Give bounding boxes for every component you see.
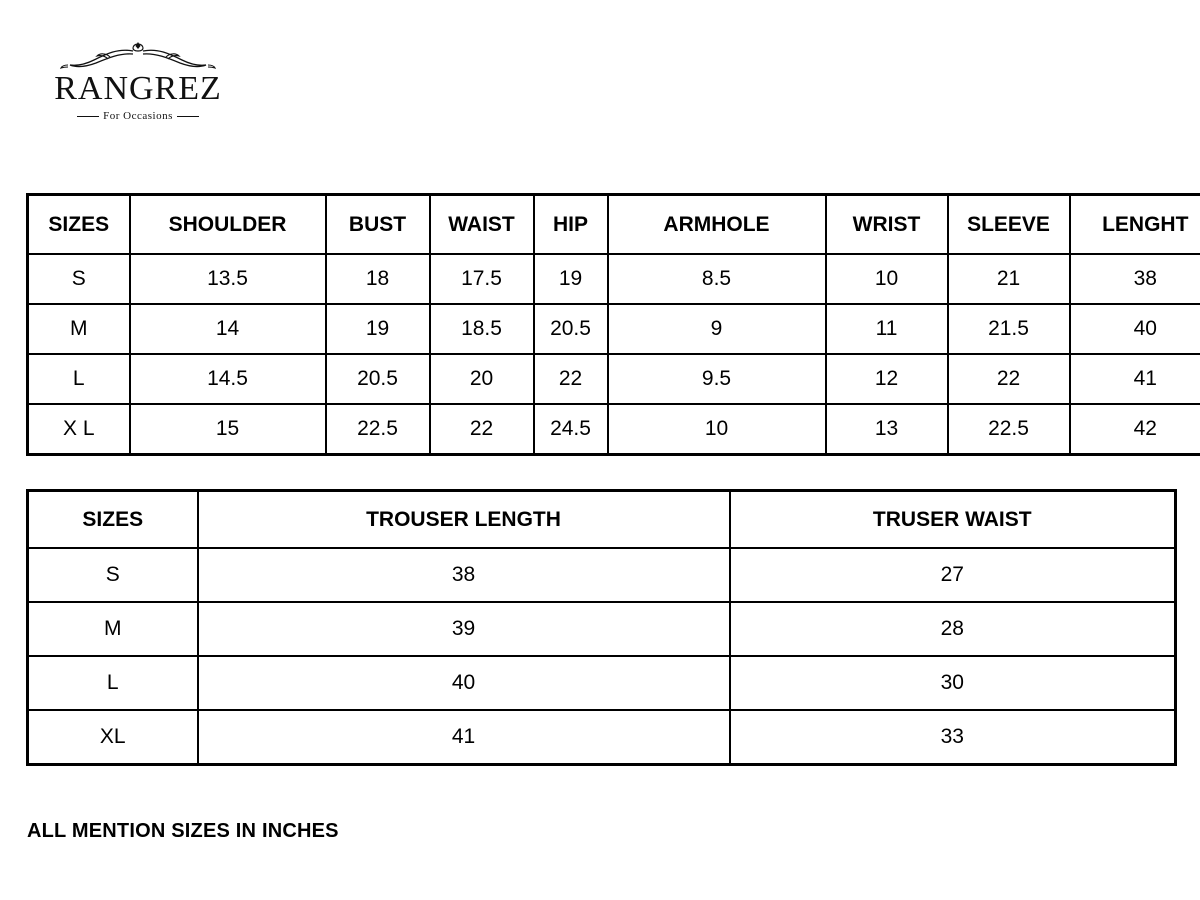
column-header-trouser-length: TROUSER LENGTH <box>198 491 730 549</box>
table-row <box>28 254 1200 304</box>
cell-shoulder: 15 <box>130 404 326 455</box>
cell-armhole: 9 <box>608 304 826 354</box>
column-header-wrist: WRIST <box>826 195 948 255</box>
cell-trouser-length: 38 <box>198 548 730 602</box>
cell-length: 42 <box>1070 404 1200 455</box>
cell-wrist: 11 <box>826 304 948 354</box>
column-header-sizes: SIZES <box>28 195 130 255</box>
cell-trouser-waist: 27 <box>730 548 1176 602</box>
table-row <box>28 548 1176 602</box>
cell-size: S <box>28 548 198 602</box>
cell-sleeve: 22 <box>948 354 1070 404</box>
table-row <box>28 656 1176 710</box>
cell-sleeve: 21 <box>948 254 1070 304</box>
cell-sleeve: 22.5 <box>948 404 1070 455</box>
cell-bust: 20.5 <box>326 354 430 404</box>
cell-length: 40 <box>1070 304 1200 354</box>
cell-waist: 18.5 <box>430 304 534 354</box>
column-header-trouser-waist: TRUSER WAIST <box>730 491 1176 549</box>
column-header-sleeve: SLEEVE <box>948 195 1070 255</box>
trouser-size-chart-table <box>26 489 1177 766</box>
column-header-sizes: SIZES <box>28 491 198 549</box>
cell-length: 41 <box>1070 354 1200 404</box>
cell-trouser-length: 41 <box>198 710 730 765</box>
column-header-hip: HIP <box>534 195 608 255</box>
cell-size: M <box>28 304 130 354</box>
table-row <box>28 354 1200 404</box>
cell-bust: 19 <box>326 304 430 354</box>
cell-shoulder: 14 <box>130 304 326 354</box>
cell-size: L <box>28 354 130 404</box>
table-header-row <box>28 195 1200 255</box>
cell-wrist: 13 <box>826 404 948 455</box>
cell-hip: 24.5 <box>534 404 608 455</box>
cell-trouser-waist: 33 <box>730 710 1176 765</box>
top-size-chart-table <box>26 193 1200 456</box>
table-row <box>28 602 1176 656</box>
cell-length: 38 <box>1070 254 1200 304</box>
cell-size: S <box>28 254 130 304</box>
units-footnote: ALL MENTION SIZES IN INCHES <box>27 820 339 842</box>
column-header-bust: BUST <box>326 195 430 255</box>
cell-wrist: 12 <box>826 354 948 404</box>
cell-size: M <box>28 602 198 656</box>
brand-tagline: For Occasions <box>77 110 199 122</box>
cell-sleeve: 21.5 <box>948 304 1070 354</box>
cell-trouser-length: 39 <box>198 602 730 656</box>
cell-waist: 17.5 <box>430 254 534 304</box>
cell-size: XL <box>28 710 198 765</box>
table-header-row <box>28 491 1176 549</box>
cell-bust: 18 <box>326 254 430 304</box>
brand-logo <box>38 40 238 124</box>
cell-bust: 22.5 <box>326 404 430 455</box>
cell-shoulder: 13.5 <box>130 254 326 304</box>
column-header-waist: WAIST <box>430 195 534 255</box>
table-row <box>28 304 1200 354</box>
table-row <box>28 404 1200 455</box>
cell-hip: 22 <box>534 354 608 404</box>
column-header-length: LENGHT <box>1070 195 1200 255</box>
cell-trouser-length: 40 <box>198 656 730 710</box>
cell-hip: 20.5 <box>534 304 608 354</box>
column-header-shoulder: SHOULDER <box>130 195 326 255</box>
cell-trouser-waist: 28 <box>730 602 1176 656</box>
brand-name: RANGREZ <box>54 70 222 107</box>
cell-trouser-waist: 30 <box>730 656 1176 710</box>
cell-wrist: 10 <box>826 254 948 304</box>
cell-armhole: 8.5 <box>608 254 826 304</box>
cell-size: X L <box>28 404 130 455</box>
cell-armhole: 10 <box>608 404 826 455</box>
cell-size: L <box>28 656 198 710</box>
cell-waist: 22 <box>430 404 534 455</box>
cell-armhole: 9.5 <box>608 354 826 404</box>
cell-waist: 20 <box>430 354 534 404</box>
cell-hip: 19 <box>534 254 608 304</box>
column-header-armhole: ARMHOLE <box>608 195 826 255</box>
ornamental-flourish-icon <box>48 40 228 74</box>
cell-shoulder: 14.5 <box>130 354 326 404</box>
table-row <box>28 710 1176 765</box>
